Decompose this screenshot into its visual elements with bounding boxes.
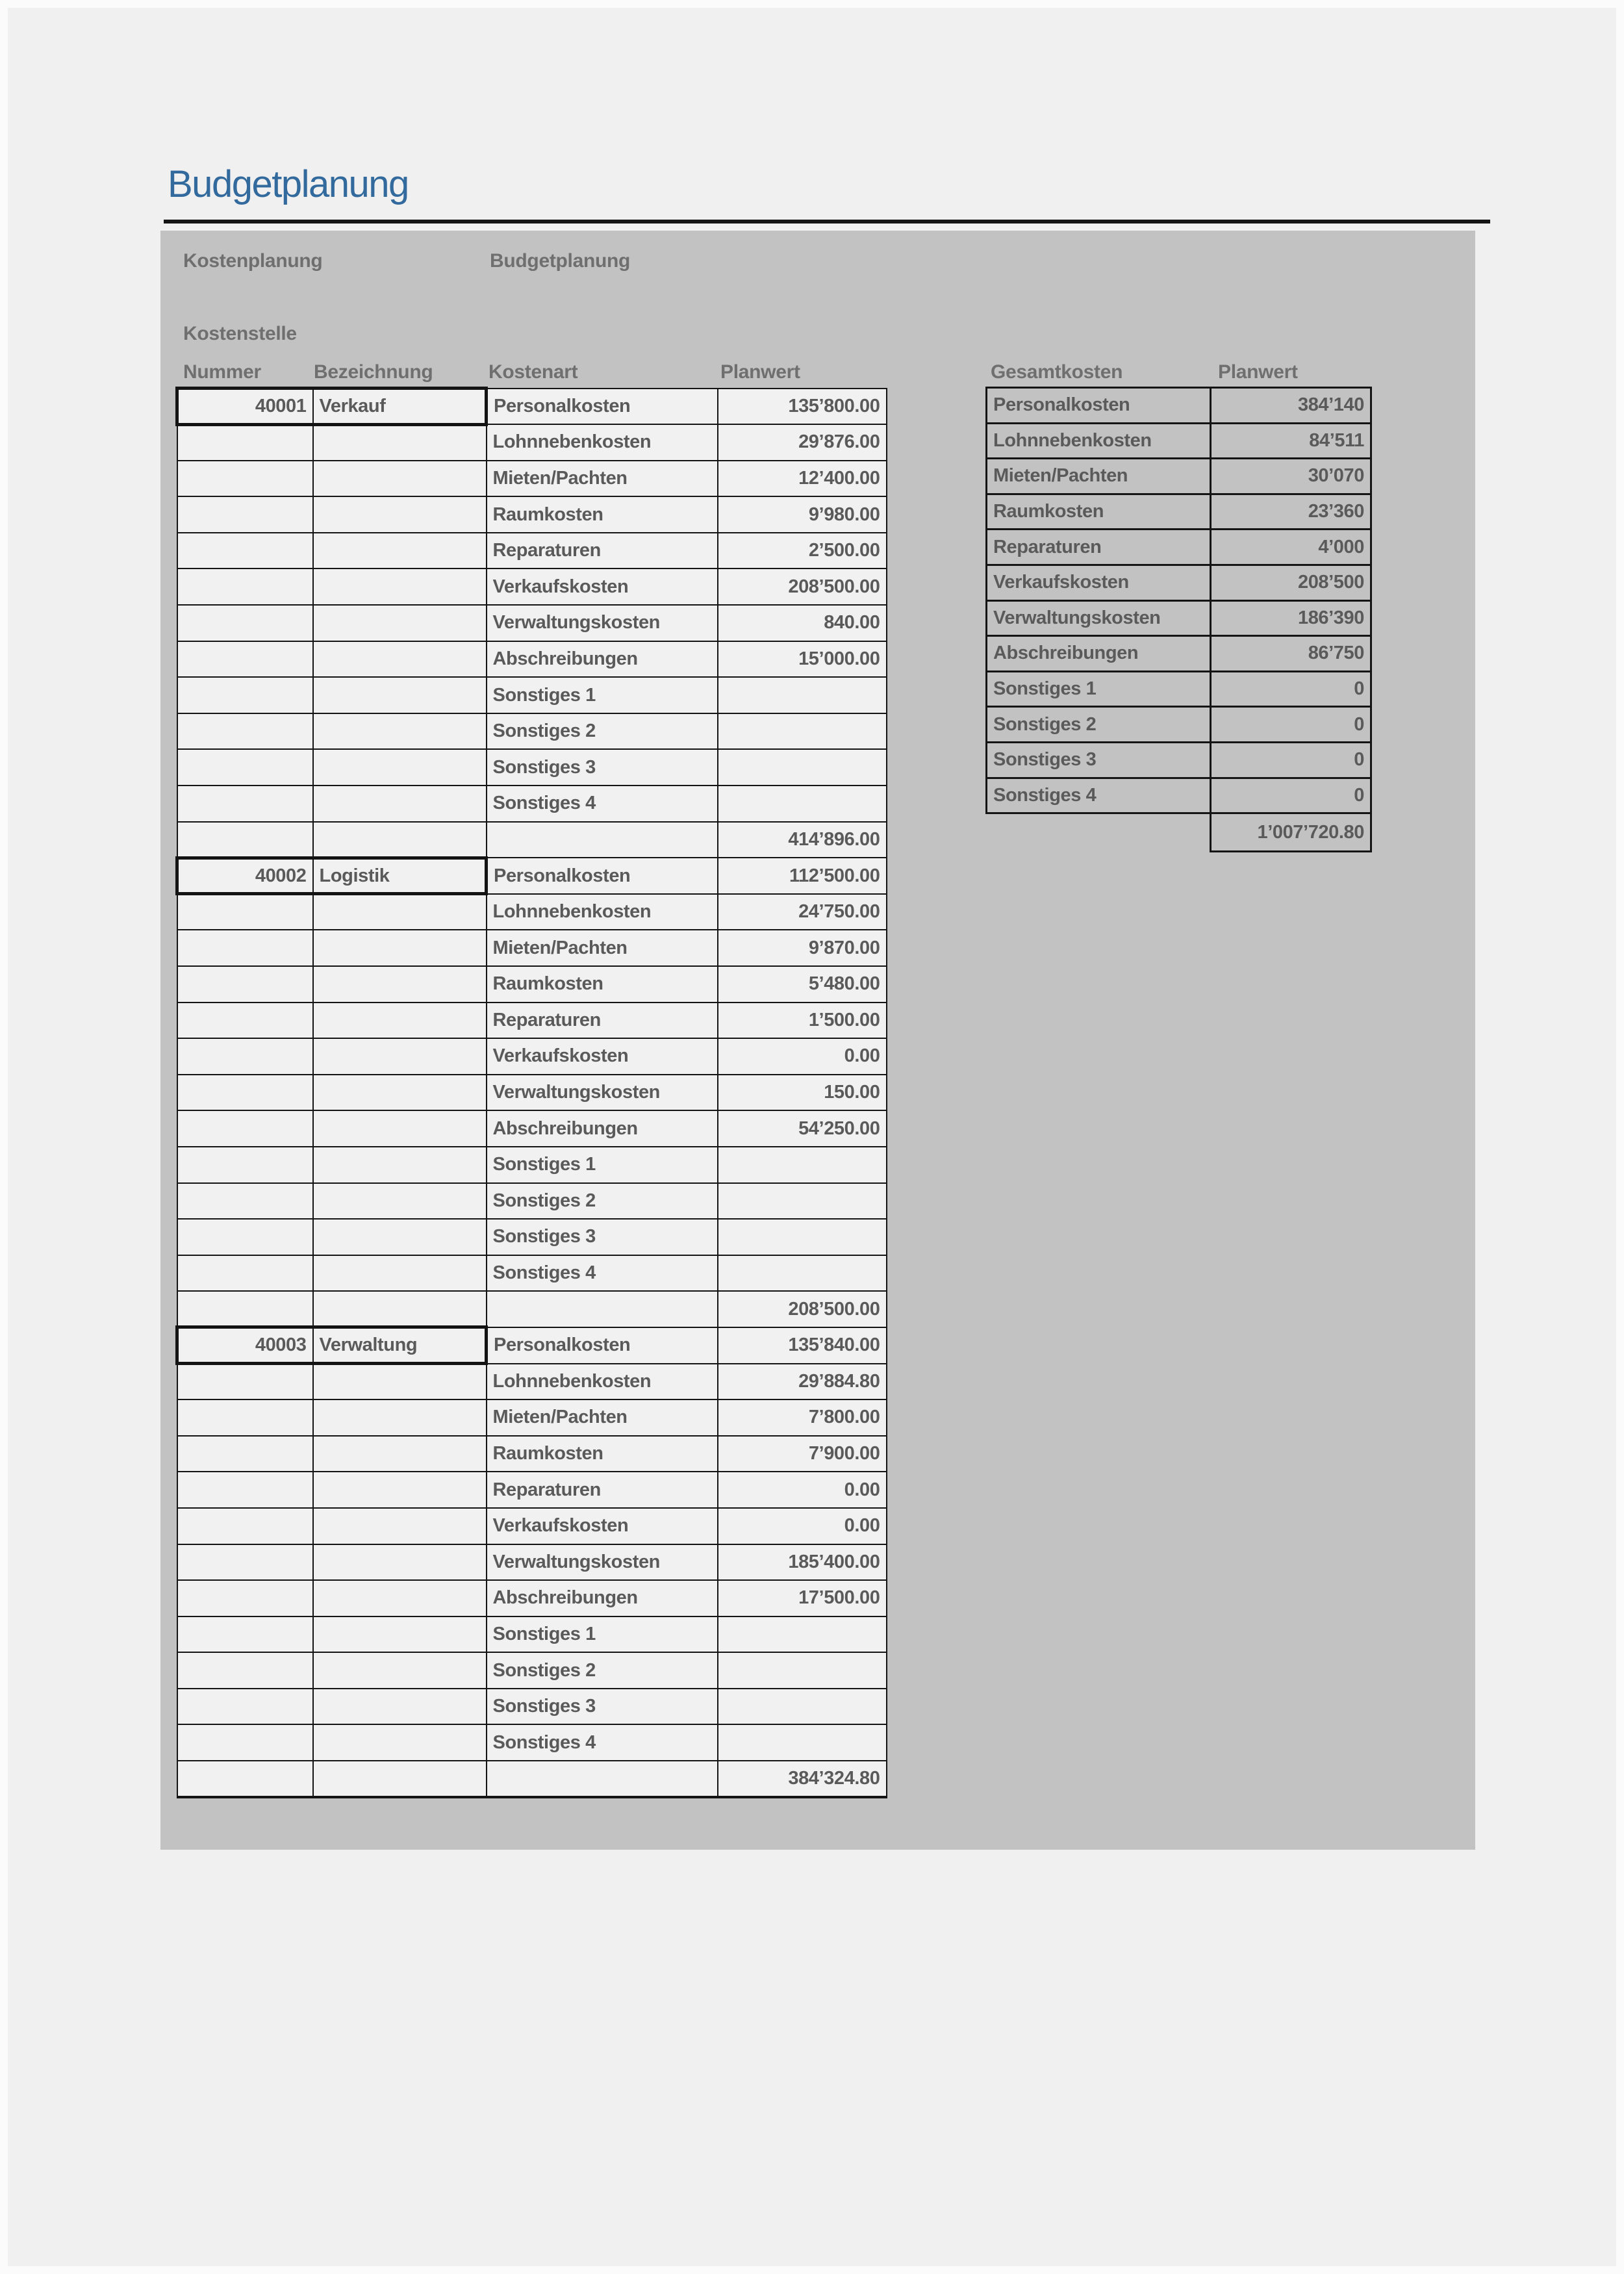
kostenart-row: [177, 1580, 887, 1616]
cell-gesamtkosten-planwert: 0: [1211, 707, 1371, 743]
cell-kostenart-empty: [487, 1291, 718, 1327]
kostenstellen-table: [175, 387, 887, 1798]
cell-kostenart: Lohnnebenkosten: [487, 1364, 718, 1400]
cell-grand-total-spacer: [987, 813, 1211, 852]
cell-kostenart: Raumkosten: [487, 496, 718, 533]
cell-nummer-empty: [177, 713, 313, 750]
cell-bezeichnung-empty: [313, 1219, 487, 1255]
column-header-planwert-right: Planwert: [1218, 361, 1298, 383]
kostenart-row: [177, 1652, 887, 1689]
cell-nummer-empty: [177, 1544, 313, 1581]
cell-nummer-empty: [177, 1291, 313, 1327]
cell-planwert: 0.00: [718, 1472, 887, 1508]
cell-section-total: 414’896.00: [718, 822, 887, 858]
cell-kostenart: Sonstiges 3: [487, 1219, 718, 1255]
cell-kostenart: Sonstiges 3: [487, 1689, 718, 1725]
cell-planwert: 7’900.00: [718, 1436, 887, 1472]
kostenart-row: [177, 1147, 887, 1183]
gesamtkosten-row: [987, 494, 1371, 530]
cell-bezeichnung-empty: [313, 1399, 487, 1436]
cell-kostenart: Mieten/Pachten: [487, 1399, 718, 1436]
cell-bezeichnung-empty: [313, 1038, 487, 1075]
cell-bezeichnung-empty: [313, 1436, 487, 1472]
cell-bezeichnung-empty: [313, 461, 487, 497]
gesamtkosten-row: [987, 778, 1371, 813]
cell-gesamtkosten-art: Abschreibungen: [987, 636, 1211, 672]
cell-planwert: [718, 786, 887, 822]
cell-nummer-empty: [177, 1364, 313, 1400]
kostenart-row: [177, 1038, 887, 1075]
cell-planwert: 135’840.00: [718, 1327, 887, 1364]
cell-bezeichnung-empty: [313, 1110, 487, 1147]
section-total-row: [177, 1761, 887, 1797]
cell-gesamtkosten-planwert: 384’140: [1211, 388, 1371, 424]
cell-kostenstelle-nummer: 40001: [177, 389, 313, 425]
cell-bezeichnung-empty: [313, 568, 487, 605]
cell-nummer-empty: [177, 1508, 313, 1544]
kostenart-row: [177, 389, 887, 425]
cell-planwert: 5’480.00: [718, 966, 887, 1003]
kostenart-row: [177, 1255, 887, 1292]
cell-planwert: [718, 713, 887, 750]
cell-gesamtkosten-art: Sonstiges 4: [987, 778, 1211, 813]
gesamtkosten-row: [987, 388, 1371, 424]
cell-gesamtkosten-planwert: 4’000: [1211, 530, 1371, 565]
cell-kostenstelle-bezeichnung: Verkauf: [313, 389, 487, 425]
kostenart-row: [177, 1724, 887, 1761]
cell-bezeichnung-empty: [313, 1689, 487, 1725]
cell-nummer-empty: [177, 1761, 313, 1797]
cell-kostenart: Sonstiges 3: [487, 749, 718, 786]
cell-gesamtkosten-art: Verkaufskosten: [987, 565, 1211, 600]
cell-kostenart: Raumkosten: [487, 1436, 718, 1472]
cell-kostenart: Mieten/Pachten: [487, 930, 718, 966]
cell-section-total: 384’324.80: [718, 1761, 887, 1797]
kostenart-row: [177, 641, 887, 678]
cell-bezeichnung-empty: [313, 496, 487, 533]
cell-bezeichnung-empty: [313, 677, 487, 713]
section-total-row: [177, 1291, 887, 1327]
cell-planwert: 9’870.00: [718, 930, 887, 966]
kostenart-row: [177, 930, 887, 966]
kostenart-row: [177, 749, 887, 786]
kostenart-row: [177, 1219, 887, 1255]
cell-nummer-empty: [177, 1038, 313, 1075]
cell-bezeichnung-empty: [313, 1183, 487, 1220]
cell-nummer-empty: [177, 1616, 313, 1653]
cell-nummer-empty: [177, 1724, 313, 1761]
cell-kostenart: Verwaltungskosten: [487, 605, 718, 641]
cell-bezeichnung-empty: [313, 966, 487, 1003]
cell-bezeichnung-empty: [313, 605, 487, 641]
kostenart-row: [177, 1616, 887, 1653]
cell-nummer-empty: [177, 1436, 313, 1472]
cell-grand-total: 1’007’720.80: [1211, 813, 1371, 852]
cell-bezeichnung-empty: [313, 1291, 487, 1327]
cell-planwert: 54’250.00: [718, 1110, 887, 1147]
cell-planwert: 150.00: [718, 1075, 887, 1111]
gesamtkosten-table: [985, 387, 1372, 852]
cell-nummer-empty: [177, 822, 313, 858]
cell-section-total: 208’500.00: [718, 1291, 887, 1327]
cell-planwert: [718, 1255, 887, 1292]
cell-bezeichnung-empty: [313, 894, 487, 930]
gesamtkosten-row: [987, 565, 1371, 600]
gesamtkosten-row: [987, 600, 1371, 636]
kostenstellen-table-body: [177, 389, 887, 1797]
cell-gesamtkosten-planwert: 0: [1211, 742, 1371, 778]
cell-kostenart: Reparaturen: [487, 1003, 718, 1039]
cell-planwert: 15’000.00: [718, 641, 887, 678]
cell-planwert: 29’884.80: [718, 1364, 887, 1400]
cell-planwert: [718, 1689, 887, 1725]
cell-nummer-empty: [177, 786, 313, 822]
cell-bezeichnung-empty: [313, 1255, 487, 1292]
cell-nummer-empty: [177, 641, 313, 678]
kostenart-row: [177, 1003, 887, 1039]
cell-gesamtkosten-art: Lohnnebenkosten: [987, 423, 1211, 459]
kostenart-row: [177, 1364, 887, 1400]
cell-planwert: 112’500.00: [718, 858, 887, 894]
cell-bezeichnung-empty: [313, 1075, 487, 1111]
cell-gesamtkosten-planwert: 84’511: [1211, 423, 1371, 459]
kostenart-row: [177, 1436, 887, 1472]
cell-nummer-empty: [177, 1147, 313, 1183]
cell-bezeichnung-empty: [313, 1652, 487, 1689]
kostenart-row: [177, 894, 887, 930]
cell-nummer-empty: [177, 424, 313, 461]
cell-kostenstelle-bezeichnung: Verwaltung: [313, 1327, 487, 1364]
cell-bezeichnung-empty: [313, 1508, 487, 1544]
cell-planwert: 2’500.00: [718, 533, 887, 569]
page-title: Budgetplanung: [168, 163, 409, 205]
gesamtkosten-row: [987, 707, 1371, 743]
cell-planwert: 0.00: [718, 1038, 887, 1075]
section-header-budgetplanung: Budgetplanung: [490, 250, 631, 272]
cell-kostenstelle-nummer: 40003: [177, 1327, 313, 1364]
cell-planwert: [718, 749, 887, 786]
cell-nummer-empty: [177, 605, 313, 641]
cell-nummer-empty: [177, 568, 313, 605]
cell-gesamtkosten-planwert: 208’500: [1211, 565, 1371, 600]
cell-kostenart: Verwaltungskosten: [487, 1075, 718, 1111]
cell-bezeichnung-empty: [313, 930, 487, 966]
cell-bezeichnung-empty: [313, 1544, 487, 1581]
gesamtkosten-row: [987, 459, 1371, 494]
cell-kostenart: Lohnnebenkosten: [487, 894, 718, 930]
gesamtkosten-row: [987, 530, 1371, 565]
cell-nummer-empty: [177, 1399, 313, 1436]
cell-planwert: [718, 1616, 887, 1653]
cell-planwert: [718, 677, 887, 713]
title-divider: [164, 220, 1490, 224]
kostenart-row: [177, 605, 887, 641]
cell-planwert: 135’800.00: [718, 389, 887, 425]
cell-gesamtkosten-planwert: 23’360: [1211, 494, 1371, 530]
grand-total-row: [987, 813, 1371, 852]
cell-planwert: [718, 1219, 887, 1255]
cell-kostenart-empty: [487, 822, 718, 858]
cell-bezeichnung-empty: [313, 713, 487, 750]
budget-panel: [160, 231, 1475, 1850]
cell-kostenart-empty: [487, 1761, 718, 1797]
cell-kostenart: Sonstiges 4: [487, 786, 718, 822]
cell-kostenart: Verwaltungskosten: [487, 1544, 718, 1581]
cell-bezeichnung-empty: [313, 1364, 487, 1400]
kostenart-row: [177, 858, 887, 894]
kostenart-row: [177, 461, 887, 497]
cell-kostenart: Verkaufskosten: [487, 1508, 718, 1544]
gesamtkosten-table-body: [987, 388, 1371, 852]
cell-bezeichnung-empty: [313, 786, 487, 822]
cell-planwert: [718, 1652, 887, 1689]
cell-nummer-empty: [177, 1075, 313, 1111]
cell-gesamtkosten-art: Verwaltungskosten: [987, 600, 1211, 636]
cell-planwert: 7’800.00: [718, 1399, 887, 1436]
kostenart-row: [177, 496, 887, 533]
cell-planwert: [718, 1724, 887, 1761]
cell-kostenart: Abschreibungen: [487, 1110, 718, 1147]
cell-nummer-empty: [177, 1219, 313, 1255]
cell-gesamtkosten-art: Personalkosten: [987, 388, 1211, 424]
cell-kostenart: Sonstiges 1: [487, 677, 718, 713]
kostenart-row: [177, 1472, 887, 1508]
cell-planwert: 9’980.00: [718, 496, 887, 533]
kostenart-row: [177, 1183, 887, 1220]
cell-bezeichnung-empty: [313, 533, 487, 569]
cell-bezeichnung-empty: [313, 1147, 487, 1183]
cell-gesamtkosten-art: Sonstiges 1: [987, 671, 1211, 707]
cell-nummer-empty: [177, 533, 313, 569]
cell-bezeichnung-empty: [313, 641, 487, 678]
cell-gesamtkosten-art: Raumkosten: [987, 494, 1211, 530]
cell-bezeichnung-empty: [313, 1616, 487, 1653]
cell-bezeichnung-empty: [313, 822, 487, 858]
cell-kostenart: Personalkosten: [487, 858, 718, 894]
kostenart-row: [177, 533, 887, 569]
cell-nummer-empty: [177, 496, 313, 533]
column-header-kostenart: Kostenart: [488, 361, 578, 383]
cell-nummer-empty: [177, 1652, 313, 1689]
cell-nummer-empty: [177, 930, 313, 966]
kostenart-row: [177, 786, 887, 822]
cell-nummer-empty: [177, 1472, 313, 1508]
kostenart-row: [177, 1327, 887, 1364]
cell-gesamtkosten-planwert: 30’070: [1211, 459, 1371, 494]
cell-gesamtkosten-art: Sonstiges 3: [987, 742, 1211, 778]
cell-gesamtkosten-planwert: 0: [1211, 671, 1371, 707]
cell-nummer-empty: [177, 1580, 313, 1616]
cell-planwert: [718, 1147, 887, 1183]
kostenart-row: [177, 1399, 887, 1436]
cell-kostenstelle-nummer: 40002: [177, 858, 313, 894]
cell-bezeichnung-empty: [313, 1724, 487, 1761]
cell-kostenart: Personalkosten: [487, 389, 718, 425]
cell-nummer-empty: [177, 1110, 313, 1147]
cell-kostenart: Lohnnebenkosten: [487, 424, 718, 461]
gesamtkosten-row: [987, 671, 1371, 707]
cell-planwert: 24’750.00: [718, 894, 887, 930]
cell-bezeichnung-empty: [313, 424, 487, 461]
cell-planwert: 0.00: [718, 1508, 887, 1544]
kostenart-row: [177, 1689, 887, 1725]
cell-kostenart: Sonstiges 2: [487, 1183, 718, 1220]
cell-bezeichnung-empty: [313, 1472, 487, 1508]
gesamtkosten-row: [987, 636, 1371, 672]
section-header-kostenplanung: Kostenplanung: [183, 250, 323, 272]
kostenart-row: [177, 424, 887, 461]
cell-gesamtkosten-art: Mieten/Pachten: [987, 459, 1211, 494]
column-header-nummer: Nummer: [183, 361, 261, 383]
cell-bezeichnung-empty: [313, 1761, 487, 1797]
cell-gesamtkosten-art: Reparaturen: [987, 530, 1211, 565]
section-total-row: [177, 822, 887, 858]
cell-nummer-empty: [177, 1255, 313, 1292]
cell-planwert: 208’500.00: [718, 568, 887, 605]
cell-kostenart: Abschreibungen: [487, 641, 718, 678]
column-header-gesamtkosten: Gesamtkosten: [991, 361, 1123, 383]
cell-kostenart: Abschreibungen: [487, 1580, 718, 1616]
cell-gesamtkosten-planwert: 0: [1211, 778, 1371, 813]
cell-gesamtkosten-planwert: 86’750: [1211, 636, 1371, 672]
cell-kostenart: Sonstiges 2: [487, 713, 718, 750]
cell-planwert: 840.00: [718, 605, 887, 641]
cell-kostenart: Verkaufskosten: [487, 1038, 718, 1075]
cell-nummer-empty: [177, 966, 313, 1003]
kostenart-row: [177, 677, 887, 713]
kostenart-row: [177, 713, 887, 750]
cell-bezeichnung-empty: [313, 1580, 487, 1616]
cell-planwert: 29’876.00: [718, 424, 887, 461]
gesamtkosten-row: [987, 423, 1371, 459]
column-header-planwert-left: Planwert: [720, 361, 800, 383]
cell-kostenart: Reparaturen: [487, 533, 718, 569]
cell-kostenart: Sonstiges 1: [487, 1147, 718, 1183]
kostenart-row: [177, 1544, 887, 1581]
kostenart-row: [177, 1075, 887, 1111]
cell-kostenstelle-bezeichnung: Logistik: [313, 858, 487, 894]
cell-kostenart: Sonstiges 1: [487, 1616, 718, 1653]
cell-kostenart: Sonstiges 2: [487, 1652, 718, 1689]
cell-nummer-empty: [177, 677, 313, 713]
cell-bezeichnung-empty: [313, 1003, 487, 1039]
gesamtkosten-row: [987, 742, 1371, 778]
cell-kostenart: Raumkosten: [487, 966, 718, 1003]
cell-kostenart: Personalkosten: [487, 1327, 718, 1364]
cell-nummer-empty: [177, 1689, 313, 1725]
cell-planwert: 185’400.00: [718, 1544, 887, 1581]
kostenart-row: [177, 966, 887, 1003]
cell-planwert: 12’400.00: [718, 461, 887, 497]
cell-nummer-empty: [177, 749, 313, 786]
kostenart-row: [177, 1508, 887, 1544]
cell-kostenart: Reparaturen: [487, 1472, 718, 1508]
cell-gesamtkosten-planwert: 186’390: [1211, 600, 1371, 636]
cell-nummer-empty: [177, 1183, 313, 1220]
column-header-bezeichnung: Bezeichnung: [314, 361, 433, 383]
cell-kostenart: Verkaufskosten: [487, 568, 718, 605]
cell-nummer-empty: [177, 461, 313, 497]
kostenart-row: [177, 1110, 887, 1147]
cell-bezeichnung-empty: [313, 749, 487, 786]
kostenart-row: [177, 568, 887, 605]
cell-kostenart: Sonstiges 4: [487, 1724, 718, 1761]
cell-kostenart: Mieten/Pachten: [487, 461, 718, 497]
cell-planwert: 17’500.00: [718, 1580, 887, 1616]
cell-planwert: 1’500.00: [718, 1003, 887, 1039]
cell-nummer-empty: [177, 1003, 313, 1039]
cell-nummer-empty: [177, 894, 313, 930]
cell-gesamtkosten-art: Sonstiges 2: [987, 707, 1211, 743]
kostenstelle-label: Kostenstelle: [183, 323, 297, 344]
cell-kostenart: Sonstiges 4: [487, 1255, 718, 1292]
cell-planwert: [718, 1183, 887, 1220]
